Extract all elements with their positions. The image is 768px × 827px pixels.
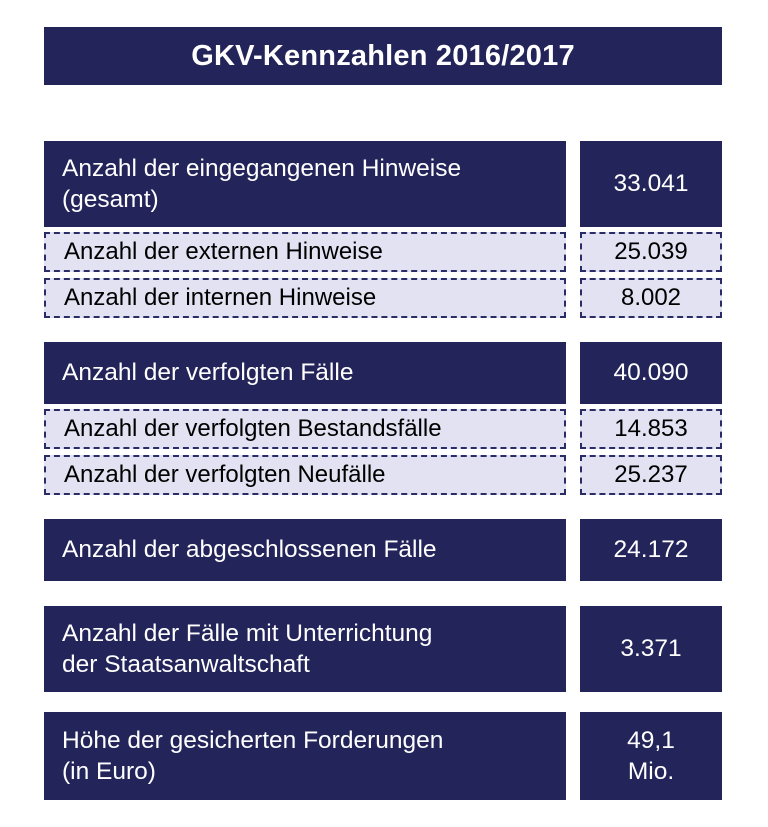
label-line: (in Euro)	[62, 758, 156, 785]
label-interne-hinweise: Anzahl der internen Hinweise	[44, 278, 566, 318]
page-title: GKV-Kennzahlen 2016/2017	[44, 27, 722, 85]
value-verfolgte-faelle: 40.090	[580, 342, 722, 404]
value-abgeschlossene-faelle: 24.172	[580, 519, 722, 581]
label-externe-hinweise: Anzahl der externen Hinweise	[44, 232, 566, 272]
label-abgeschlossene-faelle: Anzahl der abgeschlossenen Fälle	[44, 519, 566, 581]
label-bestandsfaelle: Anzahl der verfolgten Bestandsfälle	[44, 409, 566, 449]
value-bestandsfaelle: 14.853	[580, 409, 722, 449]
label-line: (gesamt)	[62, 186, 159, 213]
value-line: 49,1	[627, 726, 675, 754]
value-line: Mio.	[627, 758, 675, 785]
label-line: der Staatsanwaltschaft	[62, 651, 310, 678]
value-unterrichtung-staatsanwaltschaft: 3.371	[580, 606, 722, 692]
label-unterrichtung-staatsanwaltschaft	[44, 606, 566, 692]
label-line: Anzahl der eingegangenen Hinweise	[62, 154, 462, 182]
value-externe-hinweise: 25.039	[580, 232, 722, 272]
label-neufaelle: Anzahl der verfolgten Neufälle	[44, 455, 566, 495]
label-line: Anzahl der Fälle mit Unterrichtung	[62, 619, 433, 647]
label-line: Höhe der gesicherten Forderungen	[62, 726, 444, 754]
label-gesicherte-forderungen	[44, 712, 566, 800]
value-neufaelle: 25.237	[580, 455, 722, 495]
value-gesicherte-forderungen	[580, 712, 722, 800]
label-verfolgte-faelle: Anzahl der verfolgten Fälle	[44, 342, 566, 404]
value-hinweise-gesamt: 33.041	[580, 141, 722, 227]
label-hinweise-gesamt	[44, 141, 566, 227]
value-interne-hinweise: 8.002	[580, 278, 722, 318]
